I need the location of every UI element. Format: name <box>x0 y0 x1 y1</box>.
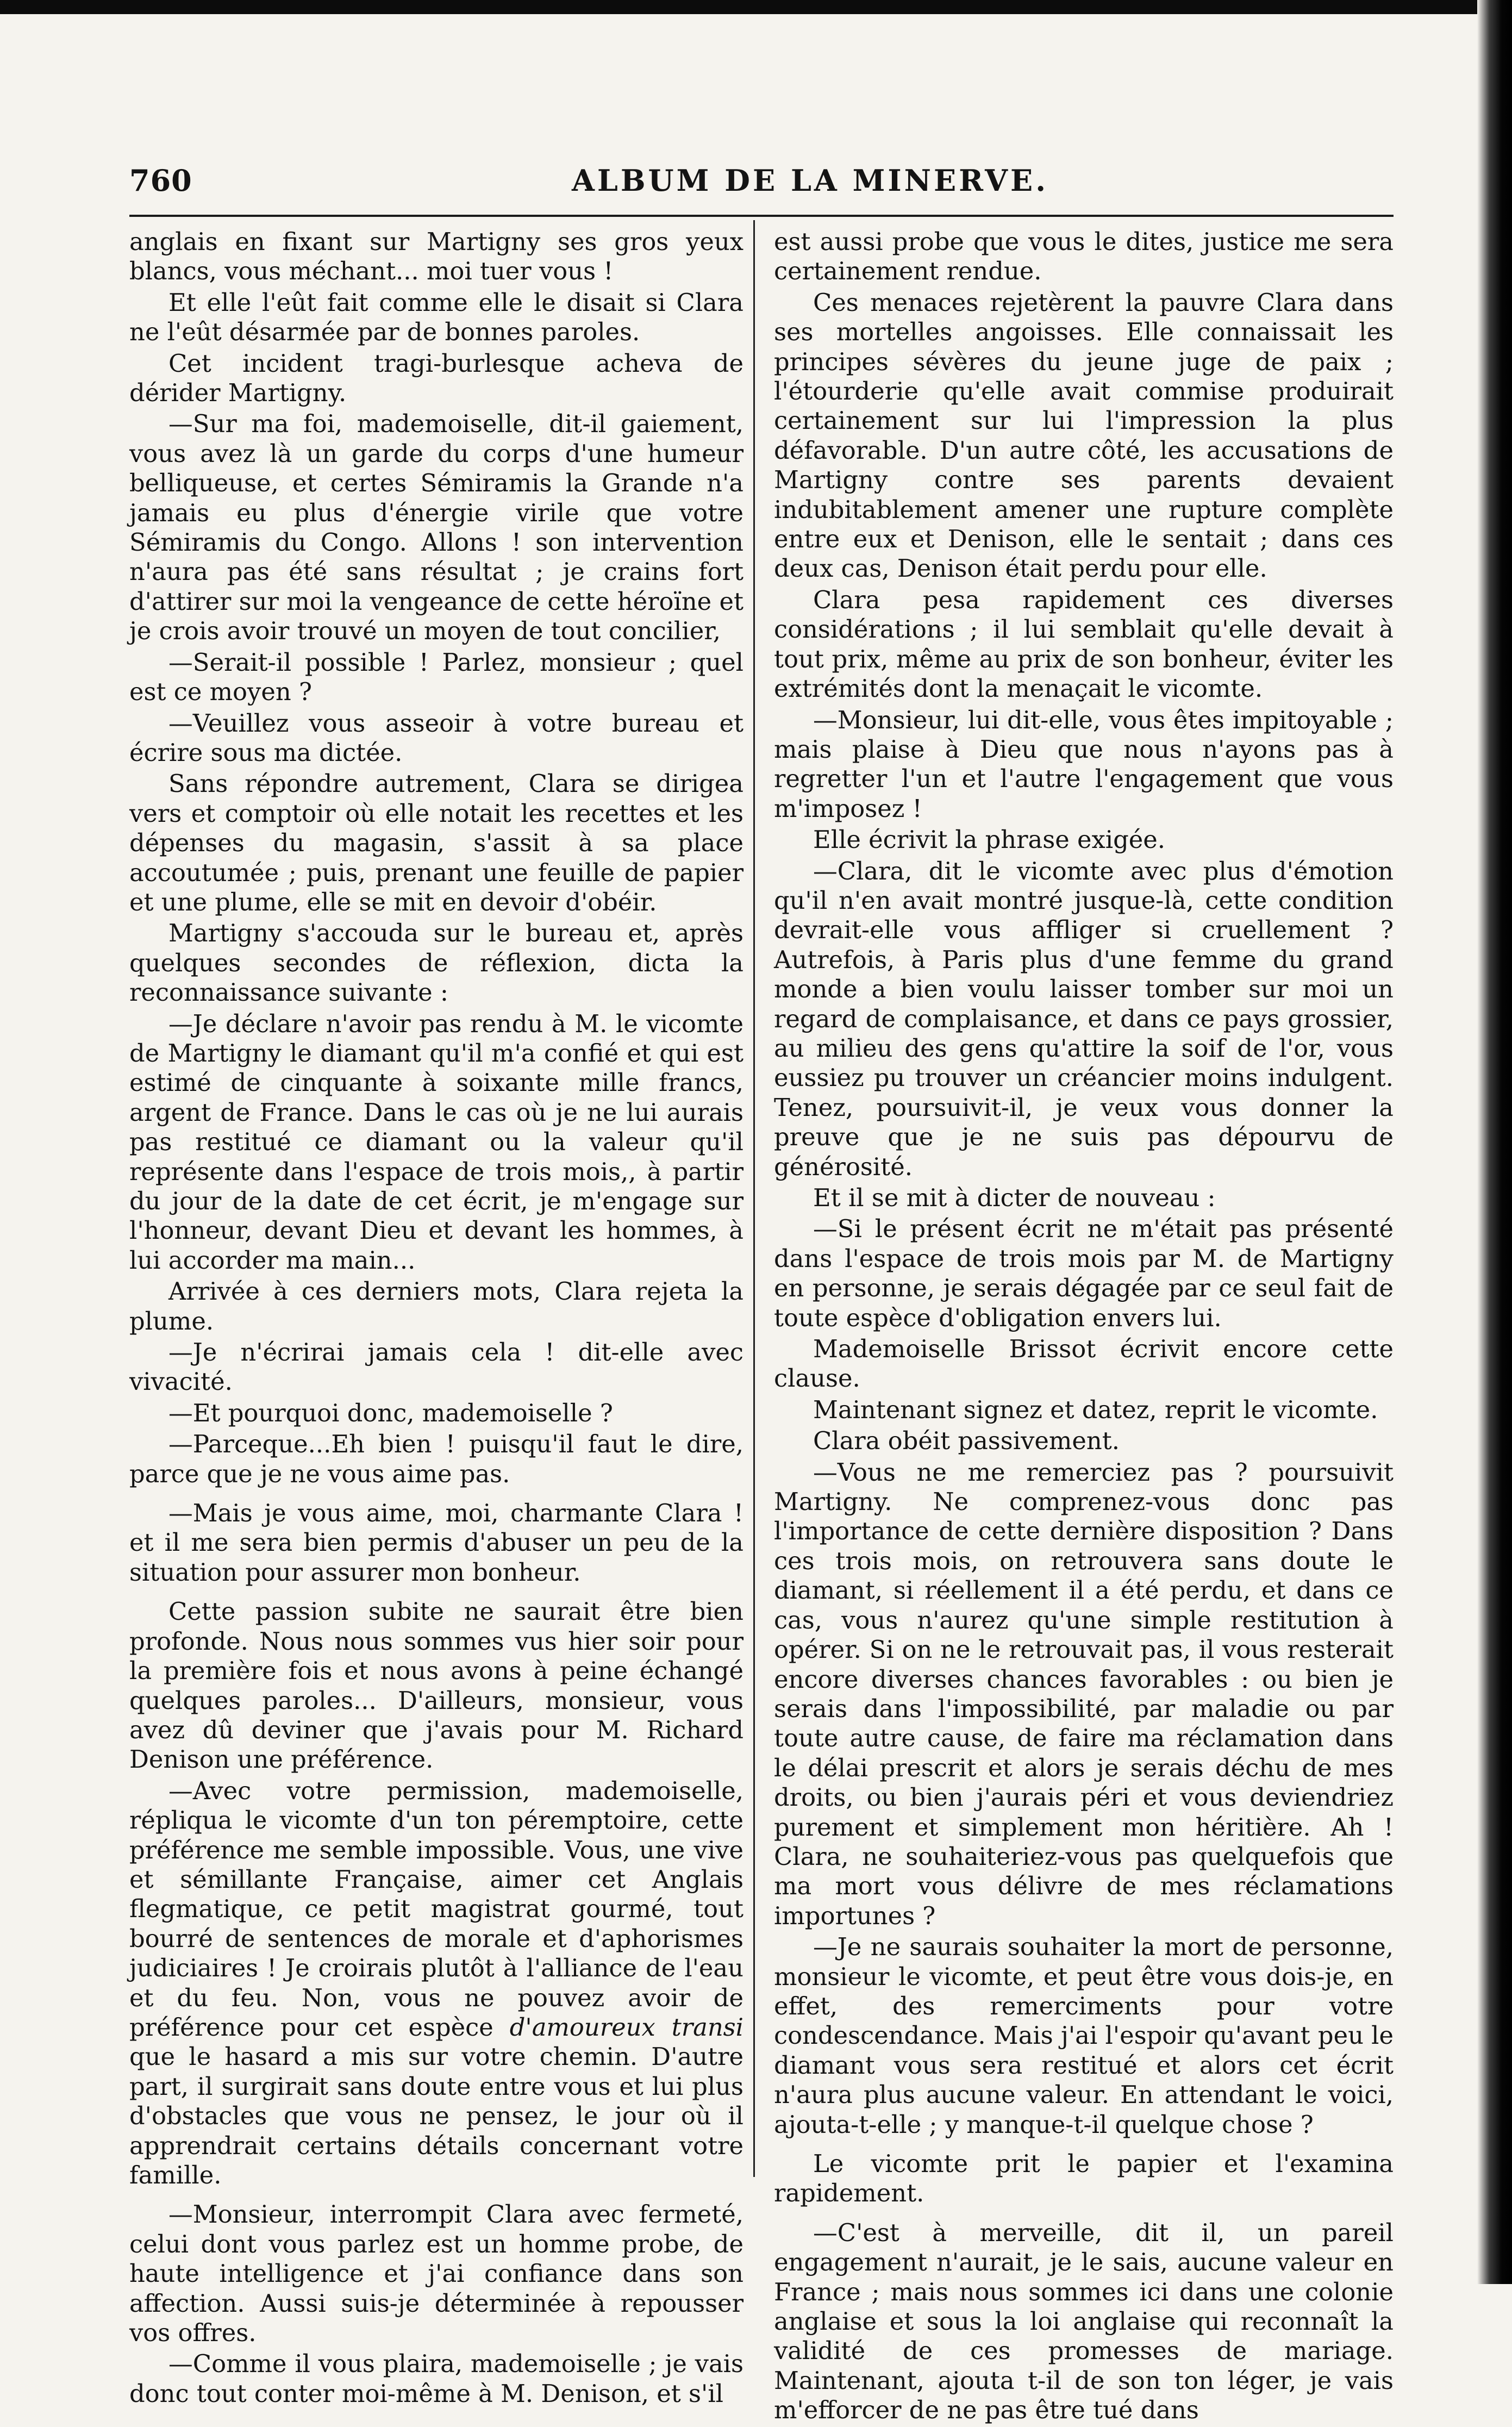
paragraph: Clara pesa rapidement ces diverses considérations ; il lui semblait qu'elle devait à tout prix, même au prix de son bonheur, éviter les extrémités dont la menaçait le vicomte. <box>774 585 1394 703</box>
paragraph: —Si le présent écrit ne m'était pas présenté dans l'espace de trois mois par M. de Martigny en personne, je serais dégagée par ce seul fait de toute espèce d'obligation envers lui. <box>774 1214 1394 1332</box>
paragraph: Mademoiselle Brissot écrivit encore cette clause. <box>774 1334 1394 1393</box>
right-column <box>774 227 1394 2427</box>
paragraph: Elle écrivit la phrase exigée. <box>813 825 1166 854</box>
scan-right-edge <box>1477 0 1512 2284</box>
paragraph-text: que le hasard a mis sur votre chemin. D'autre part, il surgirait sans doute entre vous et lui plus d'obstacles que vous ne pensez, le jour où il apprendrait certains détails concernant votre famille. <box>129 2042 743 2189</box>
header-rule <box>129 215 1394 217</box>
paragraph: est aussi probe que vous le dites, justice me sera certainement rendue. <box>774 227 1394 286</box>
paragraph: anglais en fixant sur Martigny ses gros yeux blancs, vous méchant... moi tuer vous ! <box>129 227 743 286</box>
running-title: ALBUM DE LA MINERVE. <box>572 163 1048 198</box>
paragraph: Maintenant signez et datez, reprit le vicomte. <box>813 1395 1378 1424</box>
paragraph-text: —Avec votre permission, mademoiselle, répliqua le vicomte d'un ton péremptoire, cette préférence me semble impossible. Vous, une vive et sémillante Française, aimer cet Anglais flegmatique, ce petit magistrat gourmé, tout bourré de sentences de morale et d'aphorismes judiciaires ! Je croirais plutôt à l'alliance de l'eau et du feu. Non, vous ne pouvez avoir de préférence pour cet espèce <box>129 1776 743 2042</box>
paragraph: —Je déclare n'avoir pas rendu à M. le vicomte de Martigny le diamant qu'il m'a confié et qui est estimé de cinquante à soixante mille francs, argent de France. Dans le cas où je ne lui aurais pas restitué ce diamant ou la valeur qu'il représente dans l'espace de trois mois,, à partir du jour de la date de cet écrit, je m'engage sur l'honneur, devant Dieu et devant les hommes, à lui accorder ma main... <box>129 1009 743 1275</box>
paragraph: Le vicomte prit le papier et l'examina rapidement. <box>774 2149 1394 2208</box>
paragraph: —Serait-il possible ! Parlez, monsieur ; quel est ce moyen ? <box>129 647 743 707</box>
paragraph: —Monsieur, interrompit Clara avec fermeté, celui dont vous parlez est un homme probe, de haute intelligence et j'ai confiance dans son affection. Aussi suis-je déterminée à repousser vos offres. <box>129 2200 743 2348</box>
paragraph: Sans répondre autrement, Clara se dirigea vers et comptoir où elle notait les recettes et les dépenses du magasin, s'assit à sa place accoutumée ; puis, prenant une feuille de papier et une plume, elle se mit en devoir d'obéir. <box>129 769 743 916</box>
paragraph: Et elle l'eût fait comme elle le disait si Clara ne l'eût désarmée par de bonnes paroles. <box>129 288 743 347</box>
column-divider <box>753 220 755 2177</box>
paragraph: —Vous ne me remerciez pas ? poursuivit Martigny. Ne comprenez-vous donc pas l'importance de cette dernière disposition ? Dans ces trois mois, on retrouvera sans doute le diamant, si réellement il a été perdu, et dans ce cas, vous n'aurez qu'une simple restitution à opérer. Si on ne le retrouvait pas, il vous resterait encore diverses chances favorables : ou bien je serais dans l'impossibilité, par maladie ou par toute autre cause, de faire ma réclamation dans le délai prescrit et alors je serais déchu de mes droits, ou bien j'aurais péri et vous deviendriez purement et simplement mon héritière. Ah ! Clara, ne souhaiteriez-vous pas quelquefois que ma mort vous délivre de mes réclamations importunes ? <box>774 1457 1394 1930</box>
paragraph: Cet incident tragi-burlesque acheva de dérider Martigny. <box>129 348 743 408</box>
italic-phrase: d'amoureux transi <box>509 2012 743 2042</box>
paragraph: —Parceque...Eh bien ! puisqu'il faut le dire, parce que je ne vous aime pas. <box>129 1430 743 1488</box>
paragraph: Arrivée à ces derniers mots, Clara rejeta la plume. <box>129 1277 743 1336</box>
paragraph: —Je ne saurais souhaiter la mort de personne, monsieur le vicomte, et peut être vous dois-je, en effet, des remerciments pour votre condescendance. Mais j'ai l'espoir qu'avant peu le diamant vous sera restitué et alors cet écrit n'aura plus aucune valeur. En attendant le voici, ajouta-t-elle ; y manque-t-il quelque chose ? <box>774 1932 1394 2139</box>
paragraph: —Je n'écrirai jamais cela ! dit-elle avec vivacité. <box>129 1338 743 1396</box>
paragraph: —C'est à merveille, dit il, un pareil engagement n'aurait, je le sais, aucune valeur en France ; mais nous sommes ici dans une colonie anglaise et sous la loi anglaise qui reconnaît la validité de ces promesses de mariage. Maintenant, ajouta t-il de son ton léger, je vais m'efforcer de ne pas être tué dans <box>774 2218 1394 2425</box>
paragraph: Cette passion subite ne saurait être bien profonde. Nous nous sommes vus hier soir pour la première fois et nous avons à peine échangé quelques paroles... D'ailleurs, monsieur, vous avez dû deviner que j'avais pour M. Richard Denison une préférence. <box>129 1597 743 1774</box>
paragraph: Ces menaces rejetèrent la pauvre Clara dans ses mortelles angoisses. Elle connaissait les principes sévères du jeune juge de paix ; l'étourderie qu'elle avait commise produirait certainement sur lui l'impression la plus défavorable. D'un autre côté, les accusations de Martigny contre ses parents devaient indubitablement amener une rupture complète entre eux et Denison, elle le sentait ; dans ces deux cas, Denison était perdu pour elle. <box>774 288 1394 583</box>
paragraph: —Monsieur, lui dit-elle, vous êtes impitoyable ; mais plaise à Dieu que nous n'ayons pas à regretter l'un et l'autre l'engagement que vous m'imposez ! <box>774 705 1394 823</box>
paragraph: Et il se mit à dicter de nouveau : <box>813 1183 1216 1212</box>
paragraph: Martigny s'accouda sur le bureau et, après quelques secondes de réflexion, dicta la reconnaissance suivante : <box>129 919 743 1007</box>
page-number: 760 <box>129 163 192 198</box>
paragraph <box>129 1776 743 2191</box>
paragraph: —Comme il vous plaira, mademoiselle ; je vais donc tout conter moi-même à M. Denison, et s'il <box>129 2349 743 2408</box>
paragraph: —Et pourquoi donc, mademoiselle ? <box>168 1398 613 1427</box>
left-column <box>129 227 743 2410</box>
paragraph: Clara obéit passivement. <box>813 1426 1120 1456</box>
paragraph: —Veuillez vous asseoir à votre bureau et écrire sous ma dictée. <box>129 708 743 767</box>
paragraph: —Clara, dit le vicomte avec plus d'émotion qu'il n'en avait montré jusque-là, cette condition devrait-elle vous affliger si cruellement ? Autrefois, à Paris plus d'une femme du grand monde a bien voulu laisser tomber sur moi un regard de complaisance, et dans ce pays grossier, au milieu des gens qu'attire la soif de l'or, vous eussiez pu trouver un créancier moins indulgent. Tenez, poursuivit-il, je veux vous donner la preuve que je ne suis pas dépourvu de générosité. <box>774 856 1394 1181</box>
paragraph: —Mais je vous aime, moi, charmante Clara ! et il me sera bien permis d'abuser un peu de la situation pour assurer mon bonheur. <box>129 1499 743 1587</box>
paragraph: —Sur ma foi, mademoiselle, dit-il gaiement, vous avez là un garde du corps d'une humeur belliqueuse, et certes Sémiramis la Grande n'a jamais eu plus d'énergie virile que votre Sémiramis du Congo. Allons ! son intervention n'aura pas été sans résultat ; je crains fort d'attirer sur moi la vengeance de cette héroïne et je crois avoir trouvé un moyen de tout concilier, <box>129 409 743 646</box>
scan-top-edge <box>0 0 1512 14</box>
